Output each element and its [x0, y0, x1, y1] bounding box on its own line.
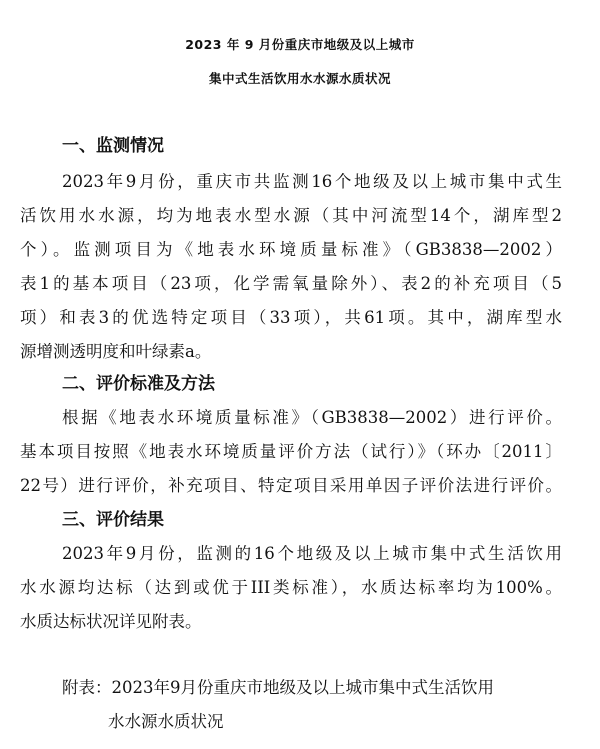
paragraph-line: 表1的基本项目（23项，化学需氧量除外）、表2的补充项目（5 — [20, 274, 562, 293]
attachment-link-continued[interactable]: 水水源水质状况 — [108, 712, 224, 731]
paragraph-line: 源增测透明度和叶绿素a。 — [20, 342, 212, 361]
document-title-line-1: 2023 年 9 月份重庆市地级及以上城市 — [185, 37, 415, 52]
paragraph-line: 水水源均达标（达到或优于III类标准），水质达标率均为100%。 — [20, 578, 562, 597]
paragraph-line: 基本项目按照《地表水环境质量评价方法（试行）》（环办〔2011〕 — [20, 442, 562, 461]
paragraph-line: 个）。监测项目为《地表水环境质量标准》（GB3838—2002） — [20, 240, 562, 259]
document-title-line-2: 集中式生活饮用水水源水质状况 — [208, 71, 391, 86]
attachment-link[interactable]: 附表：2023年9月份重庆市地级及以上城市集中式生活饮用 — [62, 678, 494, 697]
paragraph-line: 活饮用水水源，均为地表水型水源（其中河流型14个，湖库型2 — [20, 206, 562, 225]
paragraph-line: 项）和表3的优选特定项目（33项），共61项。其中，湖库型水 — [20, 308, 562, 327]
paragraph-line: 22号）进行评价，补充项目、特定项目采用单因子评价法进行评价。 — [20, 476, 562, 495]
section-heading-criteria: 二、评价标准及方法 — [62, 374, 215, 394]
paragraph-line: 2023年9月份，监测的16个地级及以上城市集中式生活饮用 — [62, 544, 562, 563]
paragraph-line: 根据《地表水环境质量标准》（GB3838—2002）进行评价。 — [62, 408, 562, 427]
paragraph-line: 2023年9月份，重庆市共监测16个地级及以上城市集中式生 — [62, 172, 562, 191]
section-heading-monitoring: 一、监测情况 — [62, 136, 164, 156]
paragraph-line: 水质达标状况详见附表。 — [20, 612, 202, 631]
section-heading-results: 三、评价结果 — [62, 510, 164, 530]
